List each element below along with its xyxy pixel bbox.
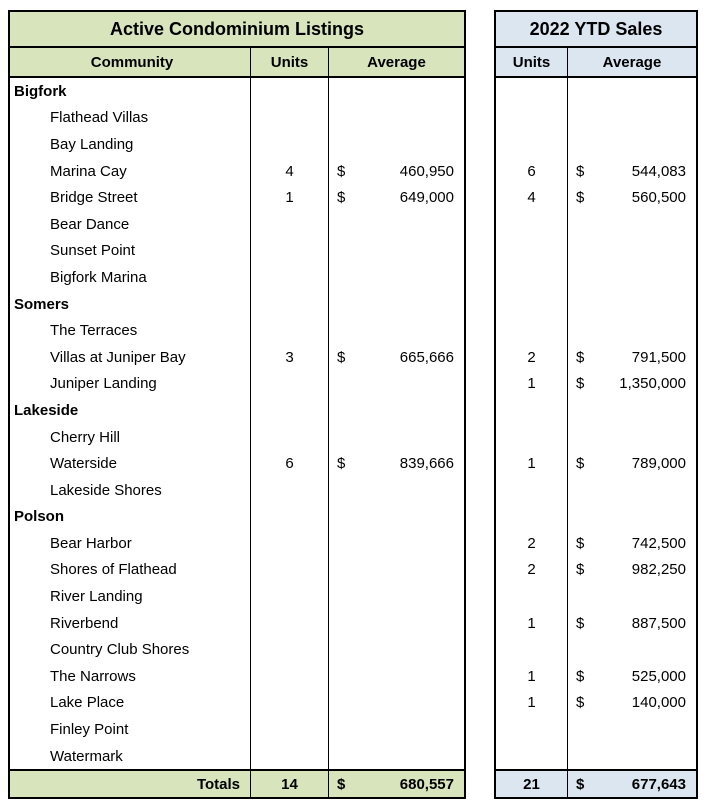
table-row [496,477,696,504]
units-cell [496,131,567,158]
average-cell [328,450,464,477]
units-cell [250,238,328,265]
table-row [10,105,464,132]
units-cell [250,663,328,690]
community-cell: Lake Place [50,694,125,712]
community-cell: Bridge Street [50,189,138,207]
dollar-sign: $ [576,375,585,393]
average-cell [567,504,696,531]
average-cell [328,716,464,743]
table-row [496,291,696,318]
average-cell [567,716,696,743]
table-row [10,477,464,504]
community-column-header: Community [90,53,174,71]
community-cell: Shores of Flathead [50,561,177,579]
average-cell [567,291,696,318]
table-row [496,743,696,770]
amount: 525,000 [631,667,686,685]
units-cell [496,397,567,424]
table-row [10,158,464,185]
active-listings-title: Active Condominium Listings [10,12,464,48]
table-row [10,636,464,663]
amount: 140,000 [631,694,686,712]
community-cell: Lakeside Shores [50,481,162,499]
table-row [496,636,696,663]
community-cell: Bear Harbor [50,534,132,552]
amount: 665,666 [399,348,454,366]
units-cell: 1 [527,455,536,473]
units-cell [250,583,328,610]
units-cell [250,716,328,743]
table-row [496,317,696,344]
table-row [10,743,464,770]
average-cell [328,743,464,770]
table-row [496,504,696,531]
units-cell [250,610,328,637]
totals-average-cell [328,771,464,797]
amount: 544,083 [631,162,686,180]
amount: 460,950 [399,162,454,180]
average-cell [567,371,696,398]
average-cell [567,743,696,770]
units-cell [496,264,567,291]
table-row [496,105,696,132]
community-cell: Waterside [50,455,117,473]
amount: 649,000 [399,189,454,207]
totals-units-cell: 14 [250,771,328,797]
community-cell: Villas at Juniper Bay [50,348,186,366]
units-cell: 2 [527,534,536,552]
units-cell [496,743,567,770]
table-row [10,264,464,291]
community-cell: Country Club Shores [50,641,190,659]
community-cell: Riverbend [50,614,119,632]
average-cell [567,530,696,557]
average-cell [328,636,464,663]
units-cell [250,424,328,451]
totals-row [496,769,696,797]
units-cell [496,291,567,318]
average-cell [567,158,696,185]
table-row [10,557,464,584]
community-cell: Juniper Landing [50,375,157,393]
totals-row [10,769,464,797]
average-cell [328,211,464,238]
ytd-sales-table [494,10,698,799]
units-cell [250,690,328,717]
units-cell [496,211,567,238]
table-row [10,663,464,690]
amount: 791,500 [631,348,686,366]
table-row [10,78,464,105]
average-cell [567,477,696,504]
table-row [496,557,696,584]
units-cell [496,583,567,610]
amount: 839,666 [399,455,454,473]
average-cell [328,424,464,451]
average-cell [328,131,464,158]
units-cell [250,317,328,344]
table-row [496,184,696,211]
dollar-sign: $ [576,667,585,685]
average-cell [328,690,464,717]
table-row [10,504,464,531]
dollar-sign: $ [337,348,346,366]
table-row [496,131,696,158]
table-row [10,238,464,265]
table-row [10,690,464,717]
average-cell [567,264,696,291]
average-cell [328,583,464,610]
units-cell [496,636,567,663]
units-cell: 1 [527,694,536,712]
average-cell [328,610,464,637]
table-row [496,424,696,451]
amount: 887,500 [631,614,686,632]
dollar-sign: $ [337,189,346,207]
average-cell [328,663,464,690]
community-cell: Bay Landing [50,135,134,153]
amount: 560,500 [631,189,686,207]
table-row [496,238,696,265]
units-column-header: Units [512,53,551,71]
units-cell [496,424,567,451]
units-cell [496,504,567,531]
dollar-sign: $ [576,694,585,712]
table-row [10,610,464,637]
average-cell [567,317,696,344]
table-row [10,716,464,743]
table-row [10,184,464,211]
dollar-sign: $ [576,162,585,180]
units-cell [250,291,328,318]
units-cell [496,317,567,344]
community-cell: Cherry Hill [50,428,121,446]
table-row [10,131,464,158]
dollar-sign: $ [576,775,585,793]
units-cell [250,105,328,132]
average-cell [567,397,696,424]
average-cell [328,291,464,318]
ytd-sales-header-row [496,48,696,78]
community-cell: River Landing [50,588,143,606]
active-listings-header-row [10,48,464,78]
community-cell: Bear Dance [50,215,130,233]
average-cell [567,344,696,371]
units-cell: 1 [527,375,536,393]
table-row [496,78,696,105]
units-cell [250,504,328,531]
dollar-sign: $ [576,561,585,579]
table-row [496,583,696,610]
community-cell: The Terraces [50,322,138,340]
average-cell [328,317,464,344]
units-cell: 1 [527,614,536,632]
average-cell [328,184,464,211]
community-cell: Bigfork Marina [50,268,147,286]
units-cell: 4 [250,158,328,185]
totals-label: Totals [196,775,240,793]
table-row [496,530,696,557]
table-row [496,610,696,637]
average-cell [567,78,696,105]
table-row [496,264,696,291]
average-cell [567,450,696,477]
community-cell: Sunset Point [50,242,136,260]
units-cell: 6 [250,450,328,477]
average-cell [328,158,464,185]
units-cell [250,397,328,424]
units-cell [250,557,328,584]
table-row [496,158,696,185]
table-row [10,211,464,238]
units-cell [496,477,567,504]
right-table-body [496,78,696,769]
units-cell: 4 [527,189,536,207]
units-cell [250,264,328,291]
average-cell [567,238,696,265]
units-cell [496,105,567,132]
table-row [10,397,464,424]
left-table-body [10,78,464,769]
average-cell [567,131,696,158]
units-column-header: Units [250,48,328,76]
table-row [10,291,464,318]
average-cell [328,371,464,398]
dollar-sign: $ [337,455,346,473]
amount: 680,557 [399,775,454,793]
average-cell [567,663,696,690]
table-row [10,371,464,398]
dollar-sign: $ [337,162,346,180]
table-row [496,450,696,477]
community-cell: Finley Point [50,721,129,739]
table-row [496,344,696,371]
dollar-sign: $ [576,534,585,552]
amount: 1,350,000 [619,375,686,393]
average-cell [328,477,464,504]
average-cell [567,610,696,637]
table-row [10,424,464,451]
ytd-sales-title: 2022 YTD Sales [496,12,696,48]
average-cell [567,690,696,717]
average-cell [328,344,464,371]
units-cell: 1 [527,667,536,685]
average-cell [328,105,464,132]
average-cell [328,397,464,424]
units-cell: 2 [527,348,536,366]
average-column-header: Average [328,48,464,76]
amount: 742,500 [631,534,686,552]
community-cell: Bigfork [14,82,67,100]
totals-units-cell: 21 [523,775,540,793]
community-cell: The Narrows [50,667,136,685]
dollar-sign: $ [576,348,585,366]
table-row [10,530,464,557]
units-cell [250,636,328,663]
table-row [10,450,464,477]
units-cell [250,131,328,158]
average-cell [567,211,696,238]
average-cell [567,424,696,451]
community-cell: Polson [14,508,65,526]
units-cell [496,716,567,743]
dollar-sign: $ [576,189,585,207]
amount: 677,643 [631,775,686,793]
average-cell [567,583,696,610]
average-cell [328,264,464,291]
average-cell [567,105,696,132]
dollar-sign: $ [576,455,585,473]
table-row [10,317,464,344]
units-cell: 1 [250,184,328,211]
table-row [10,583,464,610]
table-row [496,716,696,743]
units-cell: 6 [527,162,536,180]
average-cell [328,530,464,557]
average-cell [328,238,464,265]
average-cell [328,504,464,531]
average-cell [567,184,696,211]
table-row [10,344,464,371]
active-listings-table [8,10,466,799]
amount: 982,250 [631,561,686,579]
table-row [496,663,696,690]
average-cell [567,636,696,663]
units-cell [496,238,567,265]
totals-average-cell [567,771,696,797]
table-row [496,690,696,717]
community-cell: Watermark [50,747,123,765]
average-cell [328,78,464,105]
units-cell [250,211,328,238]
units-cell [250,743,328,770]
dollar-sign: $ [576,614,585,632]
table-row [496,371,696,398]
units-cell [496,78,567,105]
units-cell: 3 [250,344,328,371]
community-cell: Somers [14,295,70,313]
units-cell [250,371,328,398]
amount: 789,000 [631,455,686,473]
community-cell: Flathead Villas [50,109,149,127]
average-cell [328,557,464,584]
units-cell [250,78,328,105]
table-row [496,211,696,238]
units-cell: 2 [527,561,536,579]
units-cell [250,477,328,504]
dollar-sign: $ [337,775,346,793]
average-column-header: Average [567,48,696,76]
average-cell [567,557,696,584]
community-cell: Marina Cay [50,162,127,180]
community-cell: Lakeside [14,401,79,419]
table-row [496,397,696,424]
units-cell [250,530,328,557]
